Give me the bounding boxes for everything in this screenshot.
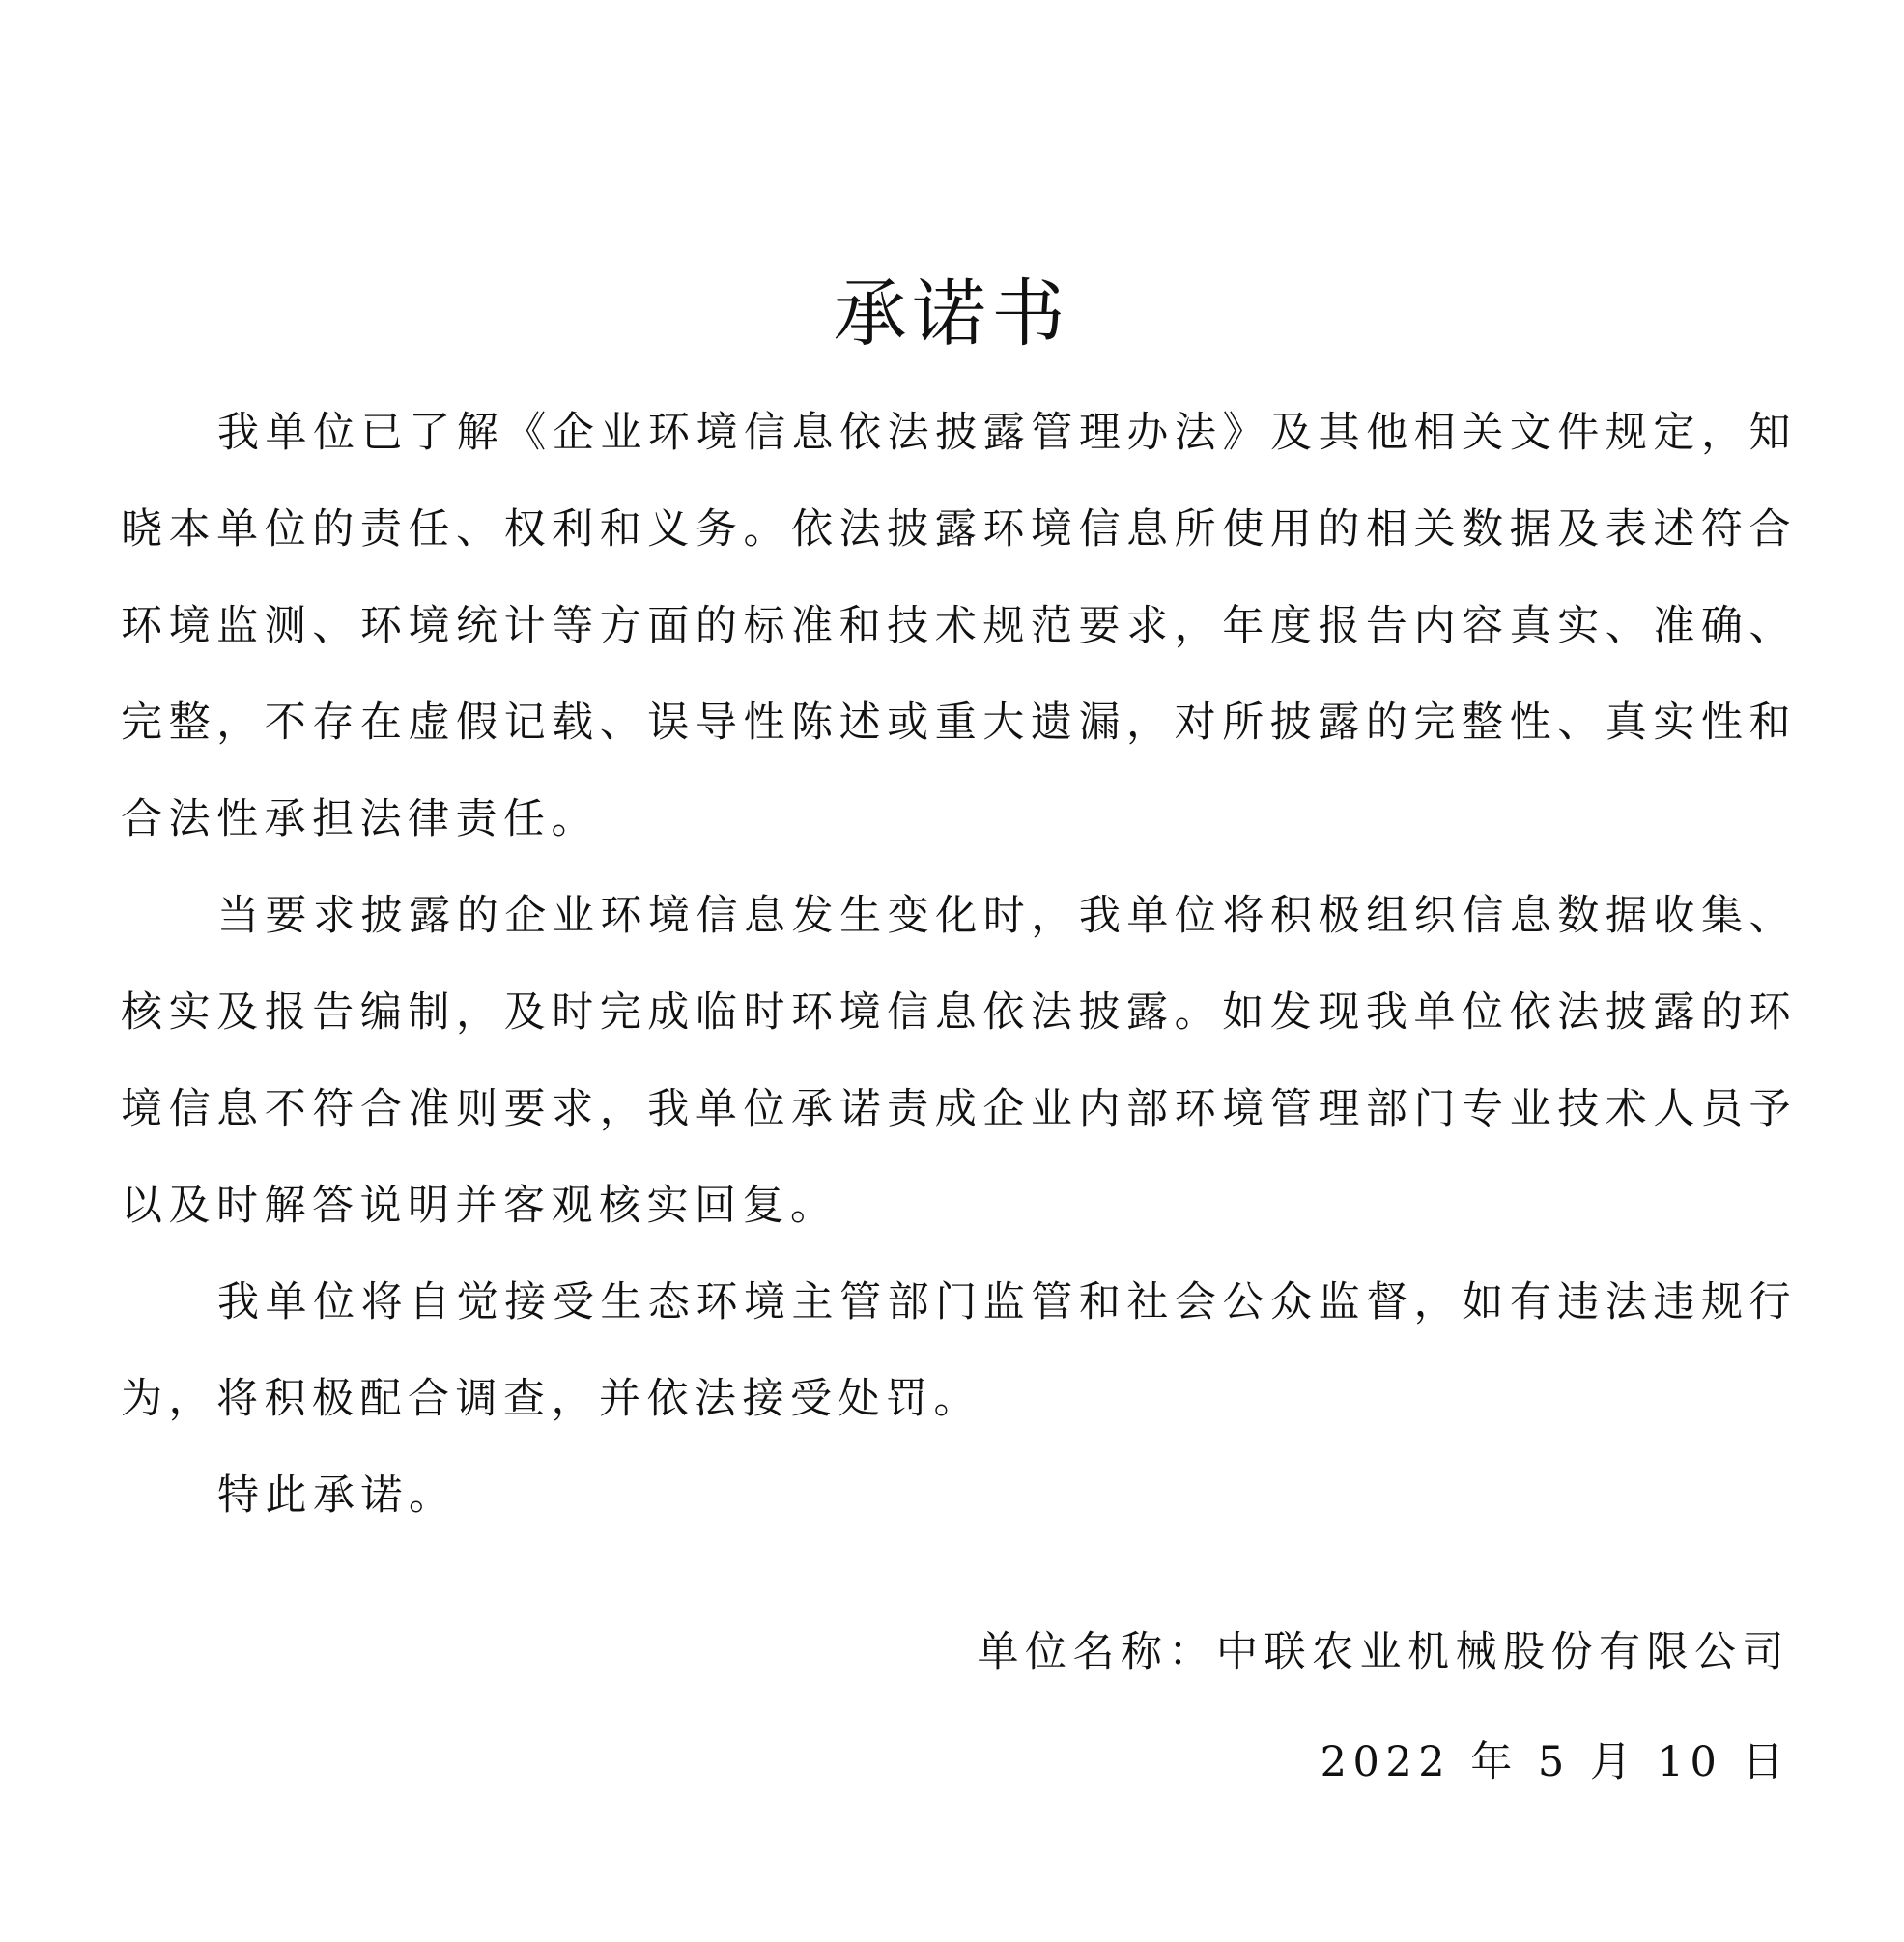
paragraph-supervision: 我单位将自觉接受生态环境主管部门监管和社会公众监督，如有违法违规行为，将积极配合调查，并依法接受处罚。 [121,1278,1797,1423]
signature-date: 2022 年 5 月 10 日 [1320,1738,1790,1786]
document-body [121,385,1797,1544]
document-title: 承诺书 [833,271,1071,357]
unit-name: 单位名称：中联农业机械股份有限公司 [977,1628,1790,1676]
paragraph-change-response: 当要求披露的企业环境信息发生变化时，我单位将积极组织信息数据收集、核实及报告编制，及时完成临时环境信息依法披露。如发现我单位依法披露的环境信息不符合准则要求，我单位承诺责成企业内部环境管理部门专业技术人员予以及时解答说明并客观核实回复。 [121,892,1797,1230]
paragraph-closing: 特此承诺。 [217,1471,457,1520]
paragraph-commitment-disclosure: 我单位已了解《企业环境信息依法披露管理办法》及其他相关文件规定，知晓本单位的责任、权利和义务。依法披露环境信息所使用的相关数据及表述符合环境监测、环境统计等方面的标准和技术规范要求，年度报告内容真实、准确、完整，不存在虚假记载、误导性陈述或重大遗漏，对所披露的完整性、真实性和合法性承担法律责任。 [121,409,1797,843]
signature-block [978,1604,1791,1811]
